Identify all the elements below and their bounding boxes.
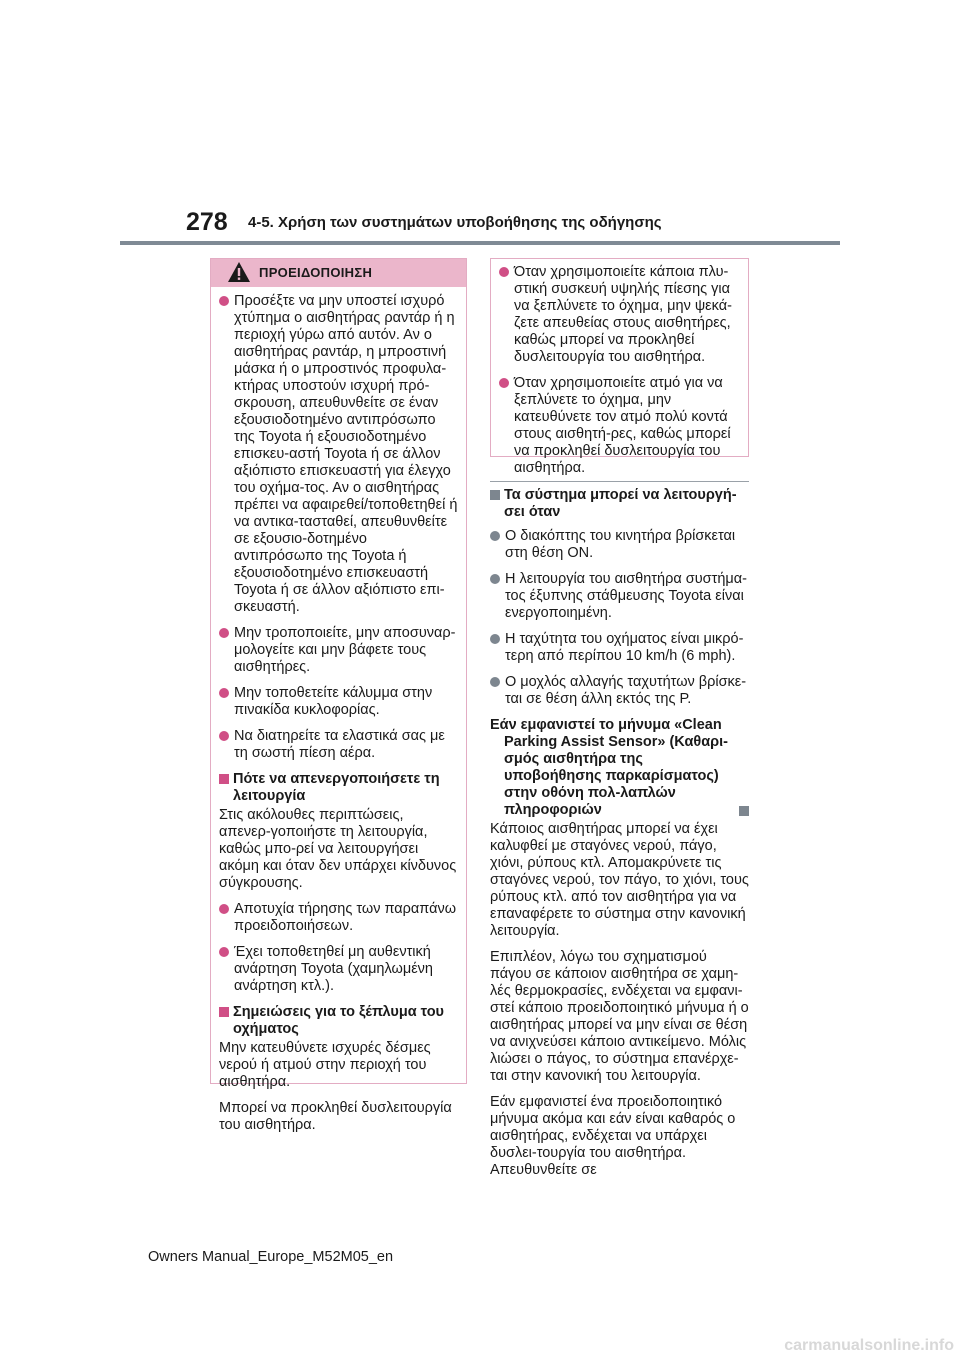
section-paragraph: Μπορεί να προκληθεί δυσλειτουργία του αισθητήρα. [219, 1100, 452, 1133]
bullet-dot-icon [219, 947, 229, 957]
message-heading-text: Εάν εμφανιστεί το μήνυμα «Clean Parking Assist Sensor» (Καθαρι-σμός αισθητήρα της υποβοήθησης παρκαρίσματος) στην οθόνη πολ-λαπλών πληροφοριών [490, 717, 728, 818]
section-heading-text: Πότε να απενεργοποιήσετε τη λειτουργία [233, 771, 440, 804]
page-number: 278 [186, 208, 228, 236]
info-bullet [490, 674, 749, 708]
warning-header [211, 259, 466, 287]
bullet-dot-icon [490, 677, 500, 687]
section-heading-text: Σημειώσεις για το ξέπλυμα του οχήματος [233, 1004, 445, 1037]
section-heading-operate [490, 487, 749, 521]
info-bullet [490, 631, 749, 665]
warning-bullet [219, 728, 459, 762]
warning-bullet-text: Αποτυχία τήρησης των παραπάνω προειδοποιήσεων. [234, 901, 457, 934]
warning-bullet-text: Όταν χρησιμοποιείτε ατμό για να ξεπλύνετε το όχημα, μην κατευθύνετε τον ατμό πολύ κοντά στους αισθητή-ρες, καθώς μπορεί να προκληθεί δυσλειτουργία του αισθητήρα. [514, 375, 731, 476]
square-marker-icon [490, 490, 500, 500]
section-heading-washing [219, 1004, 459, 1038]
warning-bullet-text: Όταν χρησιμοποιείτε κάποια πλυ-στική συσκευή υψηλής πίεσης για να ξεπλύνετε το όχημα, μην ψεκά-ζετε απευθείας στους αισθητήρες, καθώς μπορεί να προκληθεί δυσλειτουργία του αισθητήρα. [514, 264, 732, 365]
info-bullet [490, 528, 749, 562]
bullet-dot-icon [219, 904, 229, 914]
bullet-dot-icon [499, 267, 509, 277]
section-paragraph: Μην κατευθύνετε ισχυρές δέσμες νερού ή ατμού στην περιοχή του αισθητήρα. [219, 1040, 431, 1090]
section-heading-text: Τα σύστημα μπορεί να λειτουργή-σει όταν [504, 487, 737, 520]
square-marker-icon [219, 774, 229, 784]
bullet-dot-icon [219, 296, 229, 306]
warning-bullet [219, 685, 459, 719]
bullet-dot-icon [490, 531, 500, 541]
warning-bullet-text: Προσέξτε να μην υποστεί ισχυρό χτύπημα ο αισθητήρας ραντάρ ή η περιοχή γύρω από αυτόν. Αν ο αισθητήρας ραντάρ, η μπροστινή μάσκα ή ο μπροστινός προφυλα-κτήρας υποστούν ισχυρή πρό-σκρουση, απευθυνθείτε σε έναν εξουσιοδοτημένο αντιπρόσωπο της Toyota ή εξουσιοδοτημένο επισκευ-αστή Toyota ή σε άλλον αξιόπιστο επισκευαστή για έλεγχο του οχήμα-τος. Αν ο αισθητήρας πρέπει να αφαιρεθεί/τοποθετηθεί ή να αντικα-τασταθεί, απευθυνθείτε σε εξουσιο-δοτημένο αντιπρόσωπο της Toyota ή εξουσιοδοτημένο επισκευαστή Toyota ή σε άλλον αξιόπιστο επι-σκευαστή. [234, 293, 458, 615]
right-column [490, 487, 749, 1188]
info-bullet-text: Η ταχύτητα του οχήματος είναι μικρό-τερη από περίπου 10 km/h (6 mph). [505, 631, 744, 664]
warning-bullet-text: Να διατηρείτε τα ελαστικά σας με τη σωστή πίεση αέρα. [234, 728, 445, 761]
end-square-icon [739, 806, 749, 816]
section-heading-deactivate [219, 771, 459, 805]
bullet-dot-icon [490, 574, 500, 584]
bullet-dot-icon [219, 731, 229, 741]
bullet-dot-icon [499, 378, 509, 388]
warning-bullet [499, 375, 742, 477]
column-divider [490, 481, 749, 482]
warning-box-right [490, 258, 749, 476]
warning-triangle-icon [227, 261, 251, 283]
message-paragraph: Εάν εμφανιστεί ένα προειδοποιητικό μήνυμα ακόμα και εάν είναι καθαρός ο αισθητήρας, ενδέχεται να υπάρχει δυσλει-τουργία του αισθητήρα. Απευθυνθείτε σε [490, 1094, 736, 1178]
square-marker-icon [219, 1007, 229, 1017]
warning-bullet [499, 264, 742, 366]
warning-title: ΠΡΟΕΙΔΟΠΟΙΗΣΗ [259, 265, 373, 280]
message-paragraph: Επιπλέον, λόγω του σχηματισμού πάγου σε κάποιον αισθητήρα σε χαμη-λές θερμοκρασίες, ενδέχεται να εμφανι-στεί κάποιο προειδοποιητικό μήνυμα ή ο αισθητήρας μπορεί να μην είναι σε θέση να ανιχνεύσει κάποιο αντικείμενο. Μόλις λιώσει ο πάγος, το σύστημα επανέρχε-ται στην κανονική του λειτουργία. [490, 949, 749, 1084]
warning-bullet-text: Μην τροποποιείτε, μην αποσυναρ-μολογείτε και μην βάφετε τους αισθητήρες. [234, 625, 456, 675]
message-heading [490, 717, 749, 819]
bullet-dot-icon [219, 688, 229, 698]
warning-bullet [219, 625, 459, 676]
watermark: carmanualsonline.info [784, 1337, 954, 1354]
bullet-dot-icon [490, 634, 500, 644]
info-bullet [490, 571, 749, 622]
warning-bullet [219, 293, 459, 616]
message-paragraph: Κάποιος αισθητήρας μπορεί να έχει καλυφθεί με σταγόνες νερού, πάγο, χιόνι, ρύπους κτλ. Απομακρύνετε τις σταγόνες νερού, τον πάγο, το χιόνι, τους ρύπους κτλ. από τον αισθητήρα για να επαναφέρετε το σύστημα στην κανονική λειτουργία. [490, 821, 749, 939]
warning-bullet [219, 944, 459, 995]
warning-box-left [210, 258, 467, 1133]
footer-text: Owners Manual_Europe_M52M05_en [148, 1249, 394, 1265]
info-bullet-text: Η λειτουργία του αισθητήρα συστήμα-τος έξυπνης στάθμευσης Toyota είναι ενεργοποιημένη. [505, 571, 747, 621]
bullet-dot-icon [219, 628, 229, 638]
header-rule [120, 241, 840, 245]
info-bullet-text: Ο μοχλός αλλαγής ταχυτήτων βρίσκε-ται σε θέση άλλη εκτός της P. [505, 674, 747, 707]
warning-bullet [219, 901, 459, 935]
warning-body [211, 287, 467, 1134]
info-bullet-text: Ο διακόπτης του κινητήρα βρίσκεται στη θέση ON. [505, 528, 736, 561]
warning-bullet-text: Μην τοποθετείτε κάλυμμα στην πινακίδα κυκλοφορίας. [234, 685, 433, 718]
warning-bullet-text: Έχει τοποθετηθεί μη αυθεντική ανάρτηση Toyota (χαμηλωμένη ανάρτηση κτλ.). [234, 944, 433, 994]
warning-body-continued [491, 259, 750, 477]
section-title: 4-5. Χρήση των συστημάτων υποβοήθησης της οδήγησης [248, 214, 662, 231]
section-paragraph: Στις ακόλουθες περιπτώσεις, απενερ-γοποιήστε τη λειτουργία, καθώς μπο-ρεί να λειτουργήσει ακόμη και όταν δεν υπάρχει κίνδυνος σύγκρουσης. [219, 807, 457, 891]
